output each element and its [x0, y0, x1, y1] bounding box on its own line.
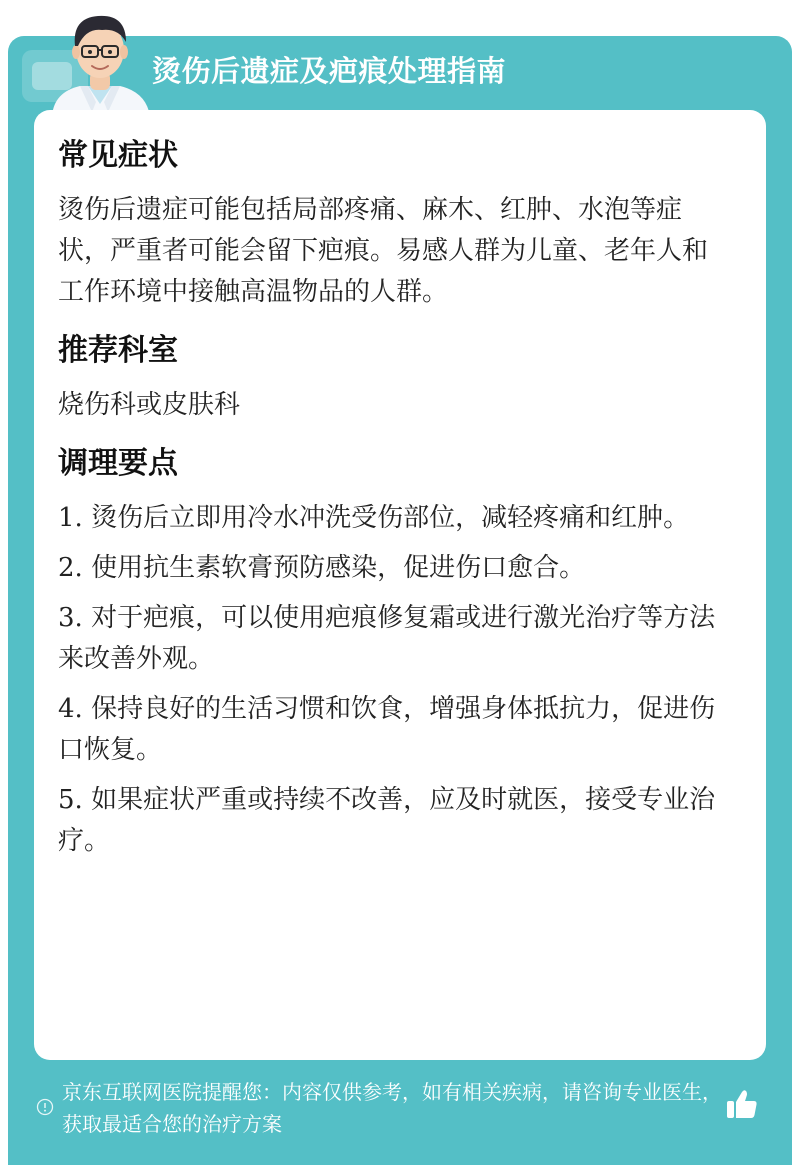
section-body: 烧伤科或皮肤科 — [58, 390, 241, 420]
section-body: 烫伤后遗症可能包括局部疼痛、麻木、红肿、水泡等症状，严重者可能会留下疤痕。易感人群为儿童、老年人和工作环境中接触高温物品的人群。 — [58, 195, 709, 307]
list-number: 1. — [58, 503, 83, 533]
list-text: 对于疤痕，可以使用疤痕修复霜或进行激光治疗等方法来改善外观。 — [58, 603, 716, 674]
doctor-avatar-icon — [44, 6, 156, 116]
section-title: 推荐科室 — [58, 333, 178, 368]
list-text: 保持良好的生活习惯和饮食，增强身体抵抗力，促进伤口恢复。 — [58, 694, 716, 765]
list-number: 2. — [58, 553, 83, 583]
list-item — [58, 598, 728, 680]
list-text: 使用抗生素软膏预防感染，促进伤口愈合。 — [91, 553, 586, 583]
section-symptoms — [58, 132, 728, 313]
section-title: 常见症状 — [58, 138, 178, 173]
page-title: 烫伤后遗症及疤痕处理指南 — [152, 54, 507, 88]
content-card — [34, 110, 766, 1060]
list-item — [58, 780, 728, 862]
disclaimer-text: 京东互联网医院提醒您：内容仅供参考，如有相关疾病，请咨询专业医生，获取最适合您的治疗方案 — [62, 1080, 722, 1136]
section-department — [58, 327, 728, 426]
section-care — [58, 440, 728, 862]
list-number: 5. — [58, 785, 83, 815]
list-number: 3. — [58, 603, 83, 633]
list-item — [58, 498, 728, 539]
list-number: 4. — [58, 694, 83, 724]
list-item — [58, 548, 728, 589]
section-title: 调理要点 — [58, 446, 178, 481]
info-icon — [36, 1098, 54, 1116]
list-text: 烫伤后立即用冷水冲洗受伤部位，减轻疼痛和红肿。 — [91, 503, 690, 533]
list-text: 如果症状严重或持续不改善，应及时就医，接受专业治疗。 — [58, 785, 716, 856]
list-item — [58, 689, 728, 771]
thumbs-up-icon[interactable] — [724, 1086, 760, 1122]
